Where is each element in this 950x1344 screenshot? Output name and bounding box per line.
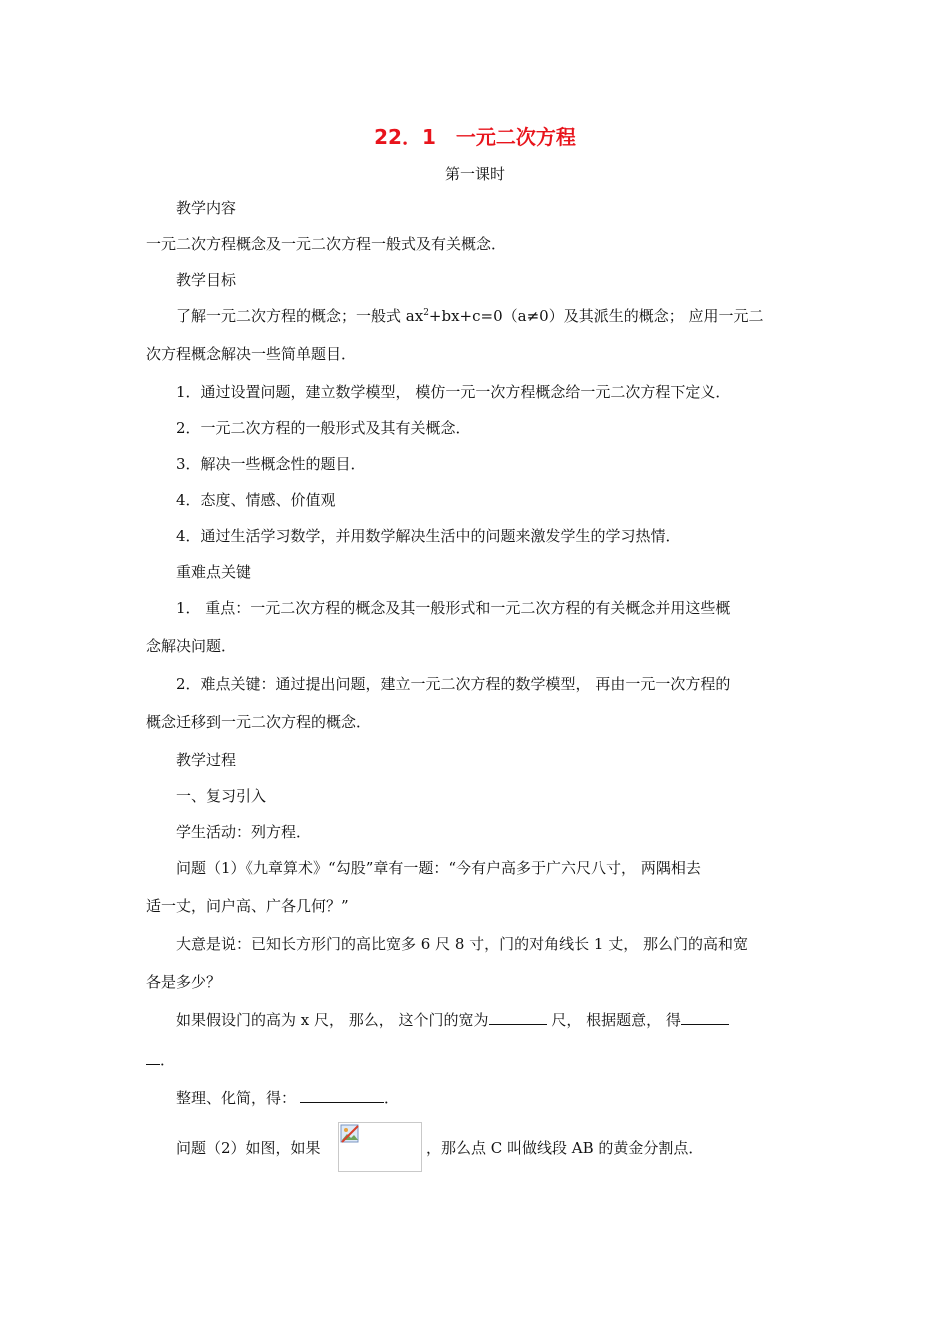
content-text: 一元二次方程概念及一元二次方程一般式及有关概念． bbox=[146, 235, 507, 253]
section-heading-keys: 重难点关键 bbox=[176, 563, 252, 581]
simplify-end: ． bbox=[384, 1089, 400, 1107]
question-1: 问题（1）《九章算术》“勾股”章有一题：“今有户高多于广六尺八寸， 两隅相去 bbox=[176, 859, 701, 877]
lesson-subtitle: 第一课时 bbox=[444, 165, 505, 183]
key-point-1: 1． 重点：一元二次方程的概念及其一般形式和一元二次方程的有关概念并用这些概 bbox=[176, 599, 731, 617]
key-point-2: 2．难点关键：通过提出问题，建立一元二次方程的数学模型， 再由一元一次方程的 bbox=[176, 675, 731, 693]
page-title: 22．1 一元二次方程 bbox=[374, 125, 576, 149]
question-1-continued: 适一丈，问户高、广各几何？” bbox=[146, 897, 349, 915]
question-2-a: 问题（2）如图，如果 bbox=[176, 1139, 321, 1157]
section-heading-goals: 教学目标 bbox=[176, 271, 237, 289]
suppose-end: ． bbox=[160, 1051, 176, 1069]
broken-image-placeholder bbox=[338, 1122, 422, 1172]
goal-line bbox=[176, 306, 763, 326]
goal-text-b: +bx+c=0（a≠0）及其派生的概念； 应用一元二 bbox=[428, 307, 764, 325]
student-activity: 学生活动：列方程． bbox=[176, 823, 312, 841]
suppose-text-a: 如果假设门的高为 x 尺， 那么， 这个门的宽为 bbox=[176, 1011, 489, 1029]
meaning-text: 大意是说：已知长方形门的高比宽多 6 尺 8 寸，门的对角线长 1 丈， 那么门的高和宽 bbox=[176, 935, 749, 953]
simplify-text: 整理、化简，得： bbox=[176, 1089, 297, 1107]
suppose-text-b: 尺， 根据题意， 得 bbox=[551, 1011, 681, 1029]
meaning-text-continued: 各是多少？ bbox=[146, 973, 222, 991]
answer-blank-equation bbox=[681, 1010, 729, 1025]
section-heading-content: 教学内容 bbox=[176, 199, 237, 217]
goal-line-continued: 次方程概念解决一些简单题目． bbox=[146, 345, 357, 363]
goal-item-1: 1．通过设置问题，建立数学模型， 模仿一元一次方程概念给一元二次方程下定义． bbox=[176, 383, 731, 401]
key-point-1-continued: 念解决问题． bbox=[146, 637, 237, 655]
simplify-line bbox=[176, 1088, 399, 1108]
broken-image-icon bbox=[340, 1124, 360, 1144]
section-heading-process: 教学过程 bbox=[176, 751, 237, 769]
goal-item-5: 4．通过生活学习数学，并用数学解决生活中的问题来激发学生的学习热情． bbox=[176, 527, 681, 545]
goal-item-2: 2．一元二次方程的一般形式及其有关概念． bbox=[176, 419, 471, 437]
goal-item-4: 4．态度、情感、价值观 bbox=[176, 491, 336, 509]
suppose-line-continued bbox=[146, 1050, 175, 1070]
answer-blank-equation-end bbox=[146, 1050, 160, 1065]
question-2-b: ，那么点 C 叫做线段 AB 的黄金分割点． bbox=[426, 1139, 704, 1157]
goal-item-3: 3．解决一些概念性的题目． bbox=[176, 455, 366, 473]
answer-blank-simplified bbox=[300, 1088, 384, 1103]
goal-text-a: 了解一元二次方程的概念；一般式 ax bbox=[176, 307, 424, 325]
answer-blank-width bbox=[489, 1010, 547, 1025]
goal-superscript: 2 bbox=[423, 308, 429, 318]
key-point-2-continued: 概念迁移到一元二次方程的概念． bbox=[146, 713, 372, 731]
part-heading-review: 一、复习引入 bbox=[176, 787, 267, 805]
suppose-line bbox=[176, 1010, 729, 1030]
